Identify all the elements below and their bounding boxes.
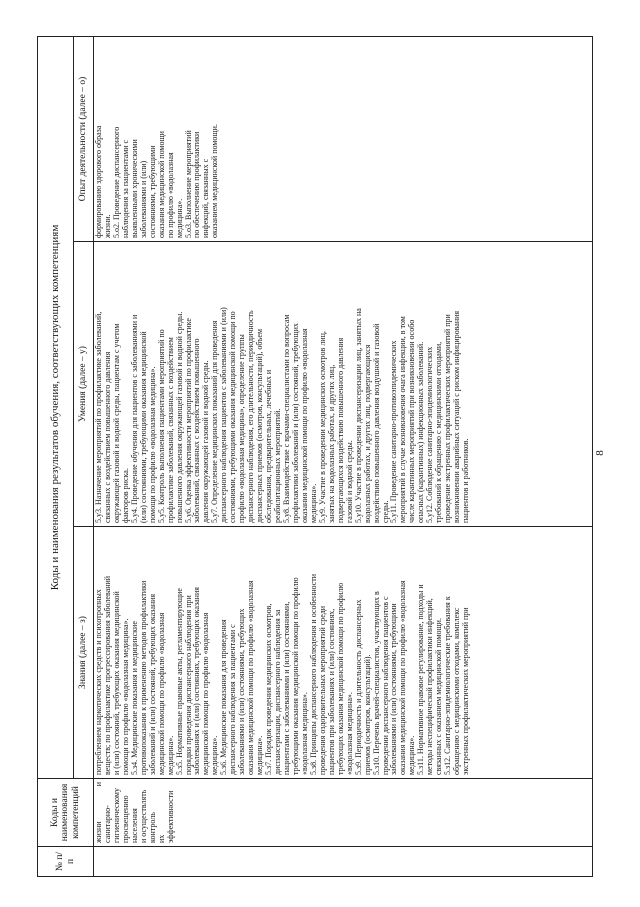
text-line: населения [129, 808, 139, 843]
text-line: 5.о2. Проведение диспансерного [111, 126, 121, 238]
text-line: реабилитационных мероприятий. [273, 408, 283, 523]
text-line: заболеваниями и (или) [138, 160, 148, 238]
text-line: 5.у8. Взаимодействие с врачами-специалистами по вопросам [282, 314, 292, 523]
header-competency-codes: Коды и наименования компетенций [38, 779, 94, 847]
text-line: связанных с воздействием повышенного давления [102, 351, 112, 523]
text-line: заболеваниях и (или) состояниях, требующих оказания [192, 587, 202, 775]
text-line: 5.з10. Перечень врачей-специалистов, участвующих в [371, 591, 381, 775]
header-skills: Умения (далее – у) [74, 242, 94, 527]
text-line: приемов (осмотров, консультаций). [362, 654, 372, 775]
text-line: факторов риска. [120, 468, 130, 523]
text-line: 5.у12. Соблюдение санитарно-эпидемиологических [425, 346, 435, 523]
table-row [94, 37, 593, 877]
text-line: 5.о3. Выполнение мероприятий [183, 130, 193, 238]
text-line: диспансерного наблюдения за пациентами с [228, 624, 238, 775]
text-line: выявленными хроническими [129, 139, 139, 238]
text-line: (или) состояниями, требующими оказания медицинской [138, 331, 148, 523]
text-line: водолазных работах, и других лиц, подвергающихся [362, 344, 372, 523]
table-header-row-2 [74, 37, 94, 877]
text-line: 5.з9. Периодичность и длительность диспансерных [353, 599, 363, 775]
text-line: окружающей газовой и водной среды, пациентам с учетом [111, 323, 121, 523]
text-line: 5.з11. Нормативное правовое регулирование, подходы и [416, 584, 426, 775]
text-line: «водолазная медицина». [299, 692, 309, 775]
text-line: 5.у6. Оценка эффективности мероприятий по профилактике [183, 318, 193, 523]
text-line: 5.з4. Медицинские показания и медицинские [129, 621, 139, 775]
text-line: порядки проведения диспансерного наблюдения при [183, 595, 193, 775]
text-line: медицина». [308, 483, 318, 523]
text-line: помощи по профилю «водолазная медицина». [120, 618, 130, 775]
text-line: наблюдения за пациентами с [120, 139, 130, 238]
text-line: воздействию повышенного давления воздушной и газовой [371, 323, 381, 523]
text-line: оказания медицинской помощи по профилю «водолазная [398, 580, 408, 775]
table-header-row-1 [38, 37, 74, 877]
text-line: 5.у7. Определение медицинских показаний для проведения [210, 320, 220, 523]
text-line: «водолазная медицина». [344, 692, 354, 775]
header-results-group: Коды и наименования результатов обучения, соответствующих компетенциям [38, 37, 74, 779]
text-line: оказания медицинской помощи по профилю «водолазная [299, 328, 309, 523]
text-line: и (или) состояний, требующих оказания медицинской [111, 591, 121, 775]
text-line: обследования, предварительных, лечебных и [264, 369, 274, 523]
text-line: жизни и санитарно- [94, 782, 112, 843]
text-line: пациентов при заболеваниях и (или) состояниях, [326, 608, 336, 775]
text-line: обращению с медицинскими отходами, комплекс [452, 607, 462, 775]
text-line: проведении диспансерного наблюдения пациентов с [380, 596, 390, 775]
text-line: формированию здорового образа [94, 125, 103, 238]
text-line: пациентами с заболеваниями и (или) состояниями, [282, 601, 292, 775]
text-line: требующими оказания медицинской помощи по профилю [290, 577, 300, 775]
text-line: среды. [380, 500, 390, 523]
text-line: по обеспечению профилактики [192, 131, 202, 238]
header-knowledge: Знания (далее – з) [74, 527, 94, 779]
text-line: по профилю «водолазная [165, 152, 175, 238]
text-line: экстренных профилактических мероприятий при [461, 607, 471, 775]
text-line: подвергающихся воздействию повышенного давления [335, 337, 345, 523]
page-number: 8 [593, 450, 606, 456]
rotated-table-wrapper [37, 37, 593, 877]
text-line: 5.у9. Участие в проведении медицинских осмотров лиц, [317, 331, 327, 523]
text-line: заболеваниями и (или) состояниями, требующих [237, 608, 247, 775]
text-line: 5.у3. Назначение мероприятий по профилактике заболеваний, [94, 311, 103, 523]
text-line: просвещению [120, 795, 130, 843]
text-line: оказания медицинской помощи [156, 131, 166, 238]
cell-competency-codes [94, 779, 593, 847]
text-line: диспансерного наблюдения пациентов с заболеваниями и (или) [219, 307, 229, 523]
text-line: медицина». [165, 735, 175, 775]
text-line: жизни. [102, 214, 112, 238]
text-line: опасных (карантинных) инфекционных заболеваний. [416, 341, 426, 523]
text-line: диспансерных приемов (осмотров, консультаций), объем [255, 328, 265, 523]
text-line: состояниями, требующими [147, 145, 157, 238]
text-line: мероприятий в случае возникновения очага инфекции, в том [398, 316, 408, 523]
text-line: медицинской помощи по профилю «водолазная [201, 612, 211, 775]
text-line: диспансерного наблюдения, его длительности, периодичность [246, 310, 256, 523]
cell-experience [94, 37, 593, 242]
text-line: их эффективности [156, 790, 175, 843]
text-line: возникновении аварийных ситуаций с риском инфицирования [452, 310, 462, 523]
header-experience: Опыт деятельности (далее – о) [74, 37, 94, 242]
text-line: контроль [147, 812, 157, 843]
text-line: профилактике заболеваний, связанных с воздействием [165, 337, 175, 523]
text-line: медицина». [174, 198, 184, 238]
text-line: потреблением наркотических средств и психотропных [94, 589, 103, 775]
text-line: повышенного давления окружающей газовой и водной среды. [174, 311, 184, 523]
text-line: и осуществлять [138, 789, 148, 843]
text-line: 5.у11. Проведение санитарно-противоэпидемических [389, 340, 399, 523]
text-line: медицина». [210, 735, 220, 775]
text-line: 5.у4. Проведение обучения для пациентов с заболеваниями и [129, 314, 139, 523]
text-line: диспансеризации, диспансерного наблюдения за [273, 609, 283, 775]
cell-row-number [94, 847, 593, 877]
text-line: занятых на водолазных работах, и других лиц, [326, 364, 336, 523]
text-line: противопоказания к применению методов профилактики [138, 580, 148, 775]
text-line: 5.у5. Контроль выполнения пациентами мероприятий по [156, 329, 166, 523]
cell-knowledge [94, 527, 593, 779]
text-line: заболеваниями и (или) состояниями, требующими [389, 603, 399, 775]
competency-table [37, 36, 593, 877]
text-line: проведение экстренных профилактических мероприятий при [443, 314, 453, 523]
text-line: помощи по профилю «водолазная медицина». [147, 366, 157, 523]
text-line: проведения оздоровительных мероприятий среди [317, 605, 327, 775]
text-line: давления окружающей газовой и водной среды. [201, 360, 211, 523]
text-line: требований к обращению с медицинскими отходами, [434, 341, 444, 523]
text-line: 5.з8. Принципы диспансерного наблюдения и особенности [308, 573, 318, 775]
text-line: 5.з5. Нормативные правовые акты, регламентирующие [174, 588, 184, 775]
text-line: требующих оказания медицинской помощи по профилю [335, 582, 345, 775]
text-line: связанных с оказанием медицинской помощи. [434, 618, 444, 775]
text-line: 5.з6. Медицинские показания для проведения [219, 619, 229, 775]
text-line: оказания медицинской помощи по профилю «водолазная [246, 580, 256, 775]
header-row-number: № п/п [38, 847, 94, 877]
text-line: инфекций, связанных с [201, 158, 211, 238]
text-line: гигиеническому [111, 788, 121, 843]
text-line: профилактики заболеваний и (или) состояний, требующих [290, 323, 300, 523]
text-line: газовой и водной среды. [344, 440, 354, 523]
text-line: оказанием медицинской помощи. [210, 124, 220, 238]
text-line: пациентов и работников. [461, 438, 471, 523]
text-line: состояниями, требующими оказания медицинской помощи по [228, 311, 238, 523]
text-line: медицина». [407, 735, 417, 775]
cell-skills [94, 242, 593, 527]
text-line: 5.у10. Участие в проведении диспансеризации лиц, занятых на [353, 308, 363, 523]
text-line: профилю «водолазная медицина», определение группы [237, 334, 247, 523]
text-line: веществ; по профилактике прогрессирования заболеваний [102, 575, 112, 775]
text-line: медицинской помощи по профилю «водолазная [156, 612, 166, 775]
text-line: заболеваний, связанных с воздействием повышенного [192, 338, 202, 523]
text-line: 5.з12. Санитарно-эпидемиологические требования к [443, 596, 453, 775]
text-line: медицина». [255, 735, 265, 775]
text-line: методы неспецифической профилактики инфекций, [425, 598, 435, 775]
text-line: числе карантинных мероприятий при возникновении особо [407, 319, 417, 523]
text-line: заболеваний и (или) состояний, требующих оказания [147, 593, 157, 775]
text-line: 5.з7. Порядок проведения медицинских осмотров, [264, 603, 274, 775]
